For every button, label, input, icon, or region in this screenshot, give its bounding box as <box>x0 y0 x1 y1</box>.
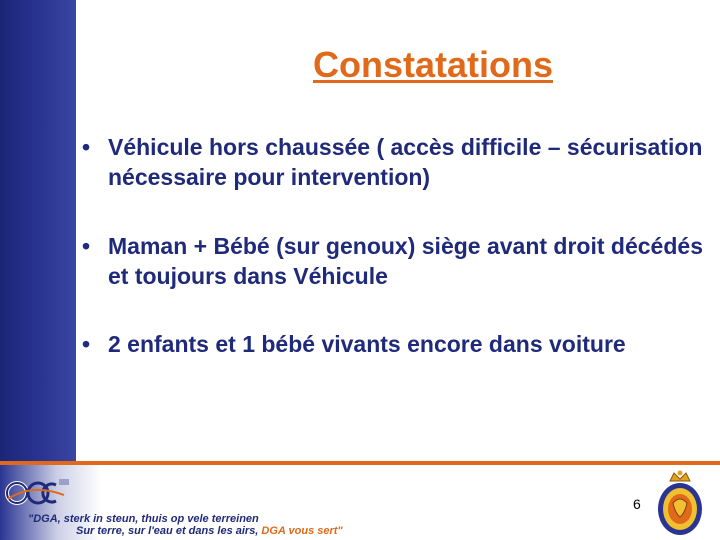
bullet-item <box>82 329 716 359</box>
page-number: 6 <box>633 496 641 512</box>
royal-crest-icon <box>654 467 706 539</box>
dga-logo-icon <box>4 475 72 509</box>
footer-slogan-fr-main: Sur terre, sur l'eau et dans les airs, <box>76 525 262 537</box>
bullet-item <box>82 132 716 193</box>
bullet-item <box>82 231 716 292</box>
bullet-dot: • <box>82 232 91 259</box>
bullet-dot: • <box>82 331 91 358</box>
footer-slogan-fr-accent: DGA vous sert" <box>261 525 343 537</box>
bullet-list <box>82 132 716 398</box>
slide-title: Constatations <box>312 44 553 85</box>
bullet-text: Maman + Bébé (sur genoux) siège avant droit décédés et toujours dans Véhicule <box>108 232 703 290</box>
footer-slogan-nl: "DGA, sterk in steun, thuis op vele terreinen <box>28 513 259 525</box>
bullet-dot: • <box>82 134 91 160</box>
footer <box>0 465 720 540</box>
bullet-text: 2 enfants et 1 bébé vivants encore dans voiture <box>108 331 626 358</box>
footer-slogan-fr <box>76 525 343 537</box>
bullet-text: Véhicule hors chaussée ( accès difficile – sécurisation nécessaire pour intervention) <box>108 134 703 191</box>
left-sidebar-band <box>0 0 76 466</box>
